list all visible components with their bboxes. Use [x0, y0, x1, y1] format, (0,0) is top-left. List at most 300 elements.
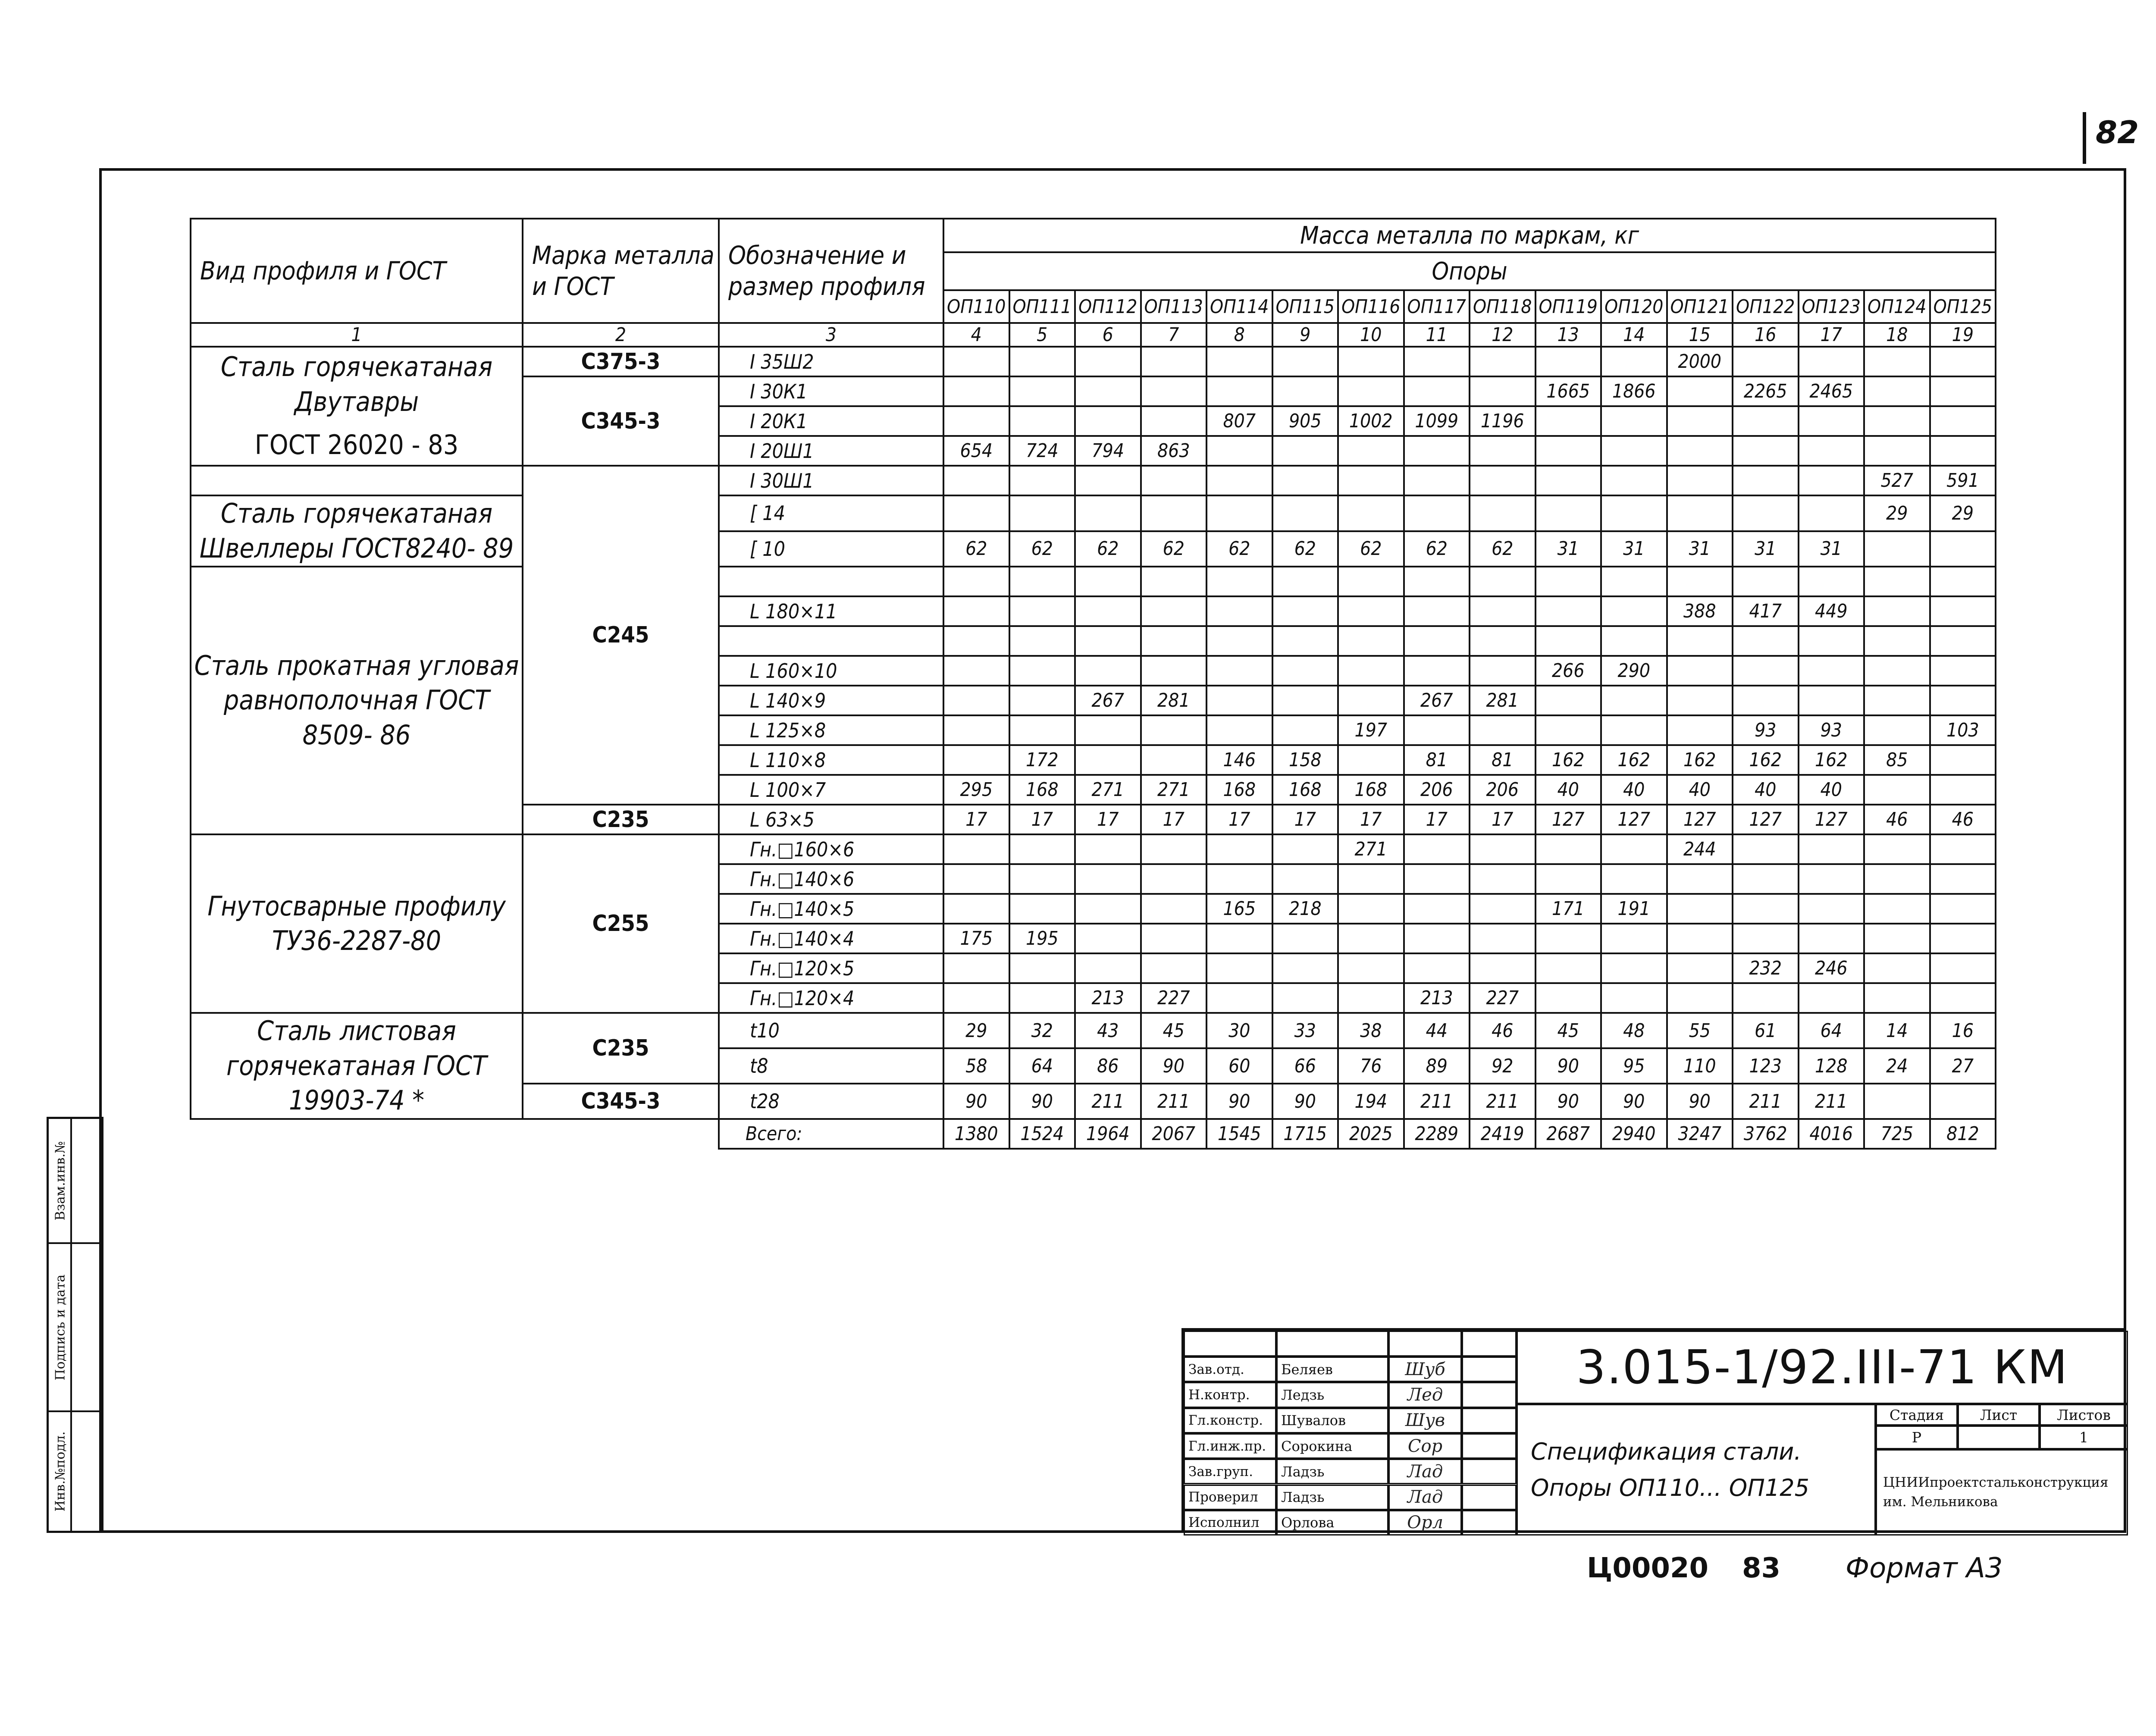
mass-cell: [1338, 596, 1404, 626]
mass-cell: 89: [1404, 1048, 1470, 1084]
mass-cell: 64: [1799, 1013, 1865, 1048]
mass-cell: 90: [1009, 1084, 1075, 1119]
mass-cell: [1667, 894, 1733, 924]
mass-cell: [1075, 626, 1141, 656]
support-header-5: ОП114: [1206, 290, 1272, 323]
mass-cell: 40: [1733, 775, 1799, 805]
column-number-13: 13: [1536, 323, 1601, 347]
mass-cell: [1864, 953, 1930, 983]
mass-cell: 81: [1470, 745, 1536, 775]
mass-cell: [943, 834, 1009, 864]
mass-cell: [1141, 567, 1207, 596]
mass-cell: 281: [1141, 686, 1207, 715]
mass-cell: [1536, 466, 1601, 495]
mass-cell: [1141, 347, 1207, 376]
mass-cell: 17: [1272, 805, 1338, 834]
mass-cell: 31: [1667, 531, 1733, 567]
profile-group-blank: [191, 466, 523, 495]
mass-cell: [1206, 924, 1272, 953]
mass-cell: [1864, 596, 1930, 626]
mass-cell: 92: [1470, 1048, 1536, 1084]
tb-signature: Шув: [1388, 1408, 1462, 1433]
mass-cell: [1470, 894, 1536, 924]
profile-designation: I 30К1: [719, 376, 943, 406]
mass-cell: 16: [1930, 1013, 1996, 1048]
mass-cell: [1206, 347, 1272, 376]
mass-cell: [1667, 436, 1733, 466]
mass-cell: 32: [1009, 1013, 1075, 1048]
drawing-title: [1517, 1404, 1876, 1535]
tb-date: [1462, 1357, 1517, 1382]
column-number-9: 9: [1272, 323, 1338, 347]
mass-cell: 62: [1404, 531, 1470, 567]
mass-cell: [1338, 864, 1404, 894]
tb-date: [1462, 1459, 1517, 1484]
mass-cell: 271: [1075, 775, 1141, 805]
tb-signature: Сор: [1388, 1433, 1462, 1459]
mass-cell: [1864, 715, 1930, 745]
mass-cell: 90: [943, 1084, 1009, 1119]
stamp-cell-replace: [49, 1119, 101, 1244]
mass-cell: 388: [1667, 596, 1733, 626]
mass-cell: [1930, 745, 1996, 775]
mass-cell: [1009, 376, 1075, 406]
mass-cell: [1667, 686, 1733, 715]
mass-cell: 40: [1799, 775, 1865, 805]
mass-cell: [1601, 347, 1667, 376]
support-header-12: ОП121: [1667, 290, 1733, 323]
mass-cell: [1799, 436, 1865, 466]
mass-cell: [1404, 953, 1470, 983]
mass-cell: [1075, 567, 1141, 596]
total-cell: 2419: [1470, 1119, 1536, 1149]
total-label: Всего:: [719, 1119, 943, 1149]
profile-designation: L 63×5: [719, 805, 943, 834]
tb-date: [1462, 1485, 1517, 1510]
mass-cell: [1075, 924, 1141, 953]
table-row: [191, 834, 1996, 864]
mass-cell: 1866: [1601, 376, 1667, 406]
mass-cell: 48: [1601, 1013, 1667, 1048]
column-number-8: 8: [1206, 323, 1272, 347]
mass-cell: [1536, 834, 1601, 864]
mass-cell: 246: [1799, 953, 1865, 983]
mass-cell: 93: [1733, 715, 1799, 745]
mass-cell: 162: [1733, 745, 1799, 775]
mass-cell: [1206, 596, 1272, 626]
mass-cell: [1733, 466, 1799, 495]
profile-designation: Гн.□120×4: [719, 983, 943, 1013]
tb-head-blank-3: [1388, 1331, 1462, 1357]
mass-cell: 271: [1141, 775, 1207, 805]
mass-cell: 267: [1075, 686, 1141, 715]
profile-designation: L 140×9: [719, 686, 943, 715]
mass-cell: 1665: [1536, 376, 1601, 406]
mass-cell: 206: [1404, 775, 1470, 805]
mass-cell: 90: [1272, 1084, 1338, 1119]
column-number-11: 11: [1404, 323, 1470, 347]
mass-cell: [943, 715, 1009, 745]
mass-cell: 62: [1470, 531, 1536, 567]
tb-signature: Лед: [1388, 1382, 1462, 1407]
mass-cell: [1141, 406, 1207, 436]
stage-value: Р: [1876, 1426, 1958, 1449]
mass-cell: 168: [1009, 775, 1075, 805]
mass-cell: 14: [1864, 1013, 1930, 1048]
profile-designation: I 30Ш1: [719, 466, 943, 495]
mass-cell: [1272, 864, 1338, 894]
tb-person-name: Сорокина: [1276, 1433, 1388, 1459]
profile-designation: Гн.□140×6: [719, 864, 943, 894]
mass-cell: [1075, 347, 1141, 376]
mass-cell: 127: [1667, 805, 1733, 834]
mass-cell: 62: [1141, 531, 1207, 567]
mass-cell: [1075, 745, 1141, 775]
profile-designation: L 100×7: [719, 775, 943, 805]
mass-cell: 24: [1864, 1048, 1930, 1084]
mass-cell: [1404, 834, 1470, 864]
steel-mark-m1: С375-3: [523, 347, 719, 376]
mass-cell: [1272, 715, 1338, 745]
mass-cell: 44: [1404, 1013, 1470, 1048]
mass-cell: [1141, 495, 1207, 531]
mass-cell: 195: [1009, 924, 1075, 953]
mass-cell: [943, 596, 1009, 626]
mass-cell: 211: [1733, 1084, 1799, 1119]
tb-date: [1462, 1433, 1517, 1459]
mass-cell: [943, 626, 1009, 656]
mass-cell: 43: [1075, 1013, 1141, 1048]
profile-designation: Гн.□160×6: [719, 834, 943, 864]
column-number-7: 7: [1141, 323, 1207, 347]
profile-group-gost: ГОСТ 26020 - 83: [254, 429, 459, 461]
mass-cell: 31: [1536, 531, 1601, 567]
total-cell: 2067: [1141, 1119, 1207, 1149]
mass-cell: 46: [1930, 805, 1996, 834]
mass-cell: [1206, 495, 1272, 531]
mass-cell: [1075, 596, 1141, 626]
profile-group-g2: [191, 495, 523, 567]
tb-role: Н.контр.: [1184, 1382, 1276, 1407]
mass-cell: [1470, 347, 1536, 376]
mass-cell: 905: [1272, 406, 1338, 436]
mass-cell: 171: [1536, 894, 1601, 924]
mass-cell: [943, 347, 1009, 376]
mass-cell: 2000: [1667, 347, 1733, 376]
profile-group-g5: [191, 1013, 523, 1119]
mass-cell: [1536, 596, 1601, 626]
steel-mark-m5: С255: [523, 834, 719, 1013]
mass-cell: [1536, 347, 1601, 376]
mass-cell: 213: [1075, 983, 1141, 1013]
mass-cell: 81: [1404, 745, 1470, 775]
mass-cell: [1864, 686, 1930, 715]
mass-cell: 110: [1667, 1048, 1733, 1084]
mass-cell: 1196: [1470, 406, 1536, 436]
tb-person-name: Беляев: [1276, 1357, 1388, 1382]
support-header-13: ОП122: [1733, 290, 1799, 323]
mass-cell: [1799, 686, 1865, 715]
mass-cell: [1601, 626, 1667, 656]
tb-person-name: Орлова: [1276, 1510, 1388, 1535]
total-cell: 2940: [1601, 1119, 1667, 1149]
mass-cell: [1338, 495, 1404, 531]
organization: ЦНИИпроектстальконструкция им. Мельникова: [1876, 1449, 2128, 1535]
mass-cell: [943, 983, 1009, 1013]
column-number-2: 2: [523, 323, 719, 347]
mass-cell: [1930, 686, 1996, 715]
mass-cell: 40: [1667, 775, 1733, 805]
mass-cell: [1601, 567, 1667, 596]
tb-head-blank-2: [1276, 1331, 1388, 1357]
mass-cell: [1075, 834, 1141, 864]
total-cell: 3247: [1667, 1119, 1733, 1149]
steel-mark-m7: С345-3: [523, 1084, 719, 1119]
mass-cell: [1667, 656, 1733, 686]
mass-cell: [1864, 406, 1930, 436]
support-header-10: ОП119: [1536, 290, 1601, 323]
tb-signature: Лад: [1388, 1459, 1462, 1484]
stamp-label-signature: Подпись и дата: [53, 1274, 68, 1380]
sheets-label: Листов: [2040, 1404, 2128, 1426]
mass-cell: [1338, 686, 1404, 715]
support-header-6: ОП115: [1272, 290, 1338, 323]
mass-cell: [1272, 953, 1338, 983]
archive-page: 83: [1742, 1552, 1781, 1584]
mass-cell: [1930, 347, 1996, 376]
mass-cell: [1009, 406, 1075, 436]
mass-cell: [1272, 436, 1338, 466]
mass-cell: [1799, 656, 1865, 686]
mass-cell: [1536, 864, 1601, 894]
support-header-1: ОП110: [943, 290, 1009, 323]
mass-cell: [1864, 626, 1930, 656]
mass-cell: 90: [1141, 1048, 1207, 1084]
header-supports: Опоры: [943, 252, 1996, 290]
mass-cell: [1799, 466, 1865, 495]
sheet-label: Лист: [1958, 1404, 2040, 1426]
mass-cell: 211: [1470, 1084, 1536, 1119]
mass-cell: [1272, 626, 1338, 656]
mass-cell: 2265: [1733, 376, 1799, 406]
mass-cell: 62: [1075, 531, 1141, 567]
mass-cell: [1930, 406, 1996, 436]
total-cell: 812: [1930, 1119, 1996, 1149]
mass-cell: [1075, 656, 1141, 686]
mass-cell: [1799, 495, 1865, 531]
mass-cell: 211: [1799, 1084, 1865, 1119]
mass-cell: [1404, 596, 1470, 626]
mass-cell: [1864, 834, 1930, 864]
mass-cell: 103: [1930, 715, 1996, 745]
total-cell: 3762: [1733, 1119, 1799, 1149]
mass-cell: [1009, 864, 1075, 894]
drawing-title-line1: Спецификация стали.: [1531, 1438, 1802, 1465]
profile-group-g4: [191, 834, 523, 1013]
mass-cell: [1733, 656, 1799, 686]
mass-cell: [1733, 864, 1799, 894]
mass-cell: [1536, 715, 1601, 745]
support-header-16: ОП125: [1930, 290, 1996, 323]
mass-cell: [1470, 953, 1536, 983]
mass-cell: [1536, 626, 1601, 656]
column-number-3: 3: [719, 323, 943, 347]
mass-cell: [1206, 656, 1272, 686]
mass-cell: [1667, 924, 1733, 953]
mass-cell: 55: [1667, 1013, 1733, 1048]
column-number-12: 12: [1470, 323, 1536, 347]
support-header-4: ОП113: [1141, 290, 1207, 323]
mass-cell: 162: [1667, 745, 1733, 775]
mass-cell: [1009, 894, 1075, 924]
tb-head-blank-1: [1184, 1331, 1276, 1357]
profile-designation: [719, 567, 943, 596]
mass-cell: [1338, 347, 1404, 376]
column-number-17: 17: [1799, 323, 1865, 347]
column-number-1: 1: [191, 323, 523, 347]
mass-cell: [1601, 864, 1667, 894]
mass-cell: [1930, 983, 1996, 1013]
support-header-8: ОП117: [1404, 290, 1470, 323]
mass-cell: [1601, 686, 1667, 715]
mass-cell: [1930, 596, 1996, 626]
steel-mark-m3: С245: [523, 466, 719, 805]
archive-code: Ц00020: [1587, 1552, 1709, 1584]
mass-cell: [1206, 626, 1272, 656]
tb-role: Проверил: [1184, 1485, 1276, 1510]
mass-cell: 17: [1338, 805, 1404, 834]
total-cell: 725: [1864, 1119, 1930, 1149]
mass-cell: 295: [943, 775, 1009, 805]
column-number-19: 19: [1930, 323, 1996, 347]
mass-cell: 76: [1338, 1048, 1404, 1084]
mass-cell: [1338, 924, 1404, 953]
mass-cell: [1930, 1084, 1996, 1119]
total-cell: 2289: [1404, 1119, 1470, 1149]
mass-cell: [1075, 376, 1141, 406]
mass-cell: 127: [1601, 805, 1667, 834]
mass-cell: [1141, 626, 1207, 656]
mass-cell: [1404, 864, 1470, 894]
mass-cell: [1667, 406, 1733, 436]
mass-cell: 64: [1009, 1048, 1075, 1084]
mass-cell: 266: [1536, 656, 1601, 686]
mass-cell: [1009, 466, 1075, 495]
profile-designation: I 20К1: [719, 406, 943, 436]
drawing-title-line2: Опоры ОП110... ОП125: [1531, 1474, 1809, 1501]
mass-cell: [1338, 466, 1404, 495]
steel-mark-m2: С345-3: [523, 376, 719, 466]
tb-role: Гл.констр.: [1184, 1408, 1276, 1433]
table-row: [191, 495, 1996, 531]
mass-cell: [1009, 686, 1075, 715]
mass-cell: [1733, 983, 1799, 1013]
mass-cell: [1733, 495, 1799, 531]
mass-cell: [1733, 436, 1799, 466]
mass-cell: [1470, 864, 1536, 894]
mass-cell: 93: [1799, 715, 1865, 745]
profile-designation: Гн.□120×5: [719, 953, 943, 983]
mass-cell: [1272, 347, 1338, 376]
mass-cell: [1930, 376, 1996, 406]
mass-cell: 417: [1733, 596, 1799, 626]
mass-cell: 168: [1338, 775, 1404, 805]
mass-cell: [1470, 466, 1536, 495]
tb-signature: Лад: [1388, 1485, 1462, 1510]
tb-date: [1462, 1408, 1517, 1433]
mass-cell: [1601, 715, 1667, 745]
mass-cell: [1930, 834, 1996, 864]
mass-cell: [1799, 406, 1865, 436]
mass-cell: 281: [1470, 686, 1536, 715]
profile-designation: I 20Ш1: [719, 436, 943, 466]
support-header-3: ОП112: [1075, 290, 1141, 323]
mass-cell: [1206, 953, 1272, 983]
tb-date: [1462, 1382, 1517, 1407]
mass-cell: 168: [1206, 775, 1272, 805]
header-designation: Обозначение и размер профиля: [719, 219, 943, 323]
mass-cell: [1536, 686, 1601, 715]
drawing-code: 3.015-1/92.III-71 КМ: [1517, 1331, 2128, 1404]
specification-table: [190, 218, 1995, 1147]
mass-cell: [943, 495, 1009, 531]
mass-cell: 213: [1404, 983, 1470, 1013]
mass-cell: 807: [1206, 406, 1272, 436]
mass-cell: [943, 894, 1009, 924]
mass-cell: [1799, 347, 1865, 376]
profile-designation: t8: [719, 1048, 943, 1084]
mass-cell: [1601, 834, 1667, 864]
mass-cell: 158: [1272, 745, 1338, 775]
mass-cell: 29: [1930, 495, 1996, 531]
mass-cell: 2465: [1799, 376, 1865, 406]
mass-cell: [1733, 567, 1799, 596]
support-header-11: ОП120: [1601, 290, 1667, 323]
mass-cell: [1206, 834, 1272, 864]
mass-cell: 60: [1206, 1048, 1272, 1084]
column-number-15: 15: [1667, 323, 1733, 347]
mass-cell: [1206, 567, 1272, 596]
total-cell: 1964: [1075, 1119, 1141, 1149]
mass-cell: [1206, 983, 1272, 1013]
header-mass: Масса металла по маркам, кг: [943, 219, 1996, 252]
mass-cell: 168: [1272, 775, 1338, 805]
mass-cell: [1601, 406, 1667, 436]
mass-cell: 211: [1404, 1084, 1470, 1119]
mass-cell: [1470, 376, 1536, 406]
total-cell: 1380: [943, 1119, 1009, 1149]
mass-cell: [1667, 715, 1733, 745]
mass-cell: [1799, 894, 1865, 924]
support-header-9: ОП118: [1470, 290, 1536, 323]
mass-cell: [1733, 834, 1799, 864]
mass-cell: [1536, 567, 1601, 596]
mass-cell: [1206, 466, 1272, 495]
mass-cell: [943, 466, 1009, 495]
mass-cell: [1733, 626, 1799, 656]
mass-cell: 17: [1009, 805, 1075, 834]
title-block: [1181, 1328, 2126, 1533]
total-cell: 4016: [1799, 1119, 1865, 1149]
mass-cell: [1272, 686, 1338, 715]
mass-cell: [1009, 596, 1075, 626]
mass-cell: [1272, 596, 1338, 626]
mass-cell: [1206, 686, 1272, 715]
support-header-15: ОП124: [1864, 290, 1930, 323]
mass-cell: [1338, 894, 1404, 924]
mass-cell: [1404, 436, 1470, 466]
stage-label: Стадия: [1876, 1404, 1958, 1426]
